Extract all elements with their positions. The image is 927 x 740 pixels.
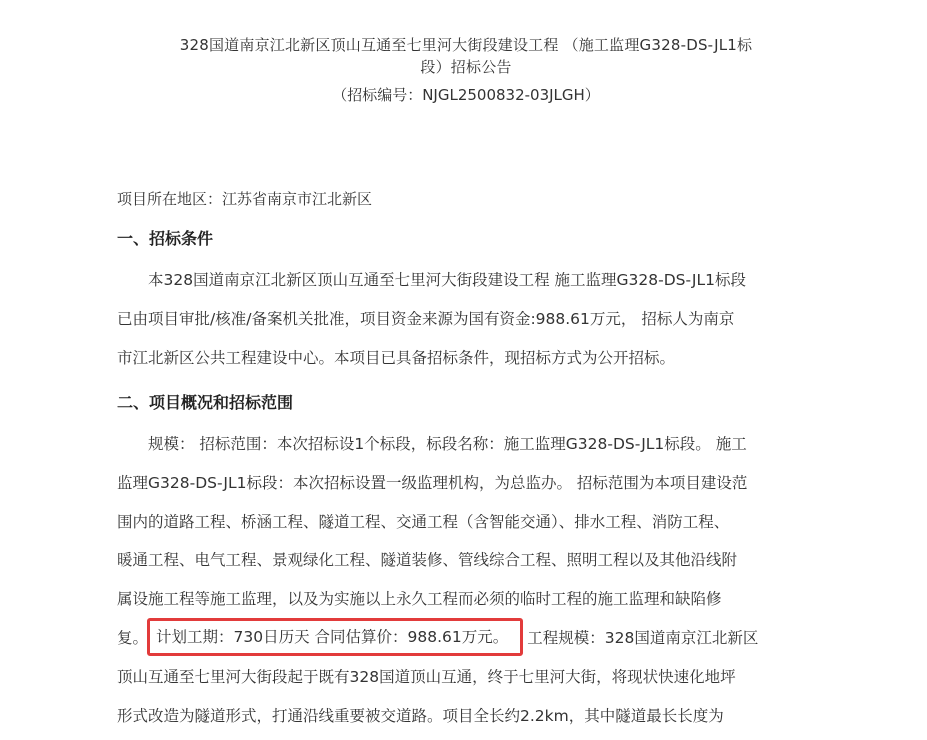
paragraph-line: 属设施工程等施工监理，以及为实施以上永久工程而必须的临时工程的施工监理和缺陷修 <box>117 590 722 609</box>
paragraph-line: 顶山互通至七里河大街段起于既有328国道顶山互通，终于七里河大街，将现状快速化地坪 <box>117 667 736 686</box>
paragraph-line: 已由项目审批/核准/备案机关批准，项目资金来源为国有资金:988.61万元， 招标人为南京 <box>117 309 735 328</box>
project-location: 项目所在地区：江苏省南京市江北新区 <box>117 190 373 208</box>
title-line-2: 段）招标公告 <box>420 58 512 76</box>
line-end-text: 工程规模：328国道南京江北新区 <box>527 628 759 647</box>
bid-number: （招标编号：NJGL2500832-03JLGH） <box>332 86 600 104</box>
paragraph-line: 形式改造为隧道形式，打通沿线重要被交道路。项目全长约2.2km，其中隧道最长长度为 <box>117 706 724 725</box>
paragraph-line: 本328国道南京江北新区顶山互通至七里河大街段建设工程 施工监理G328-DS-JL1标段 <box>148 271 747 289</box>
title-line-1: 328国道南京江北新区顶山互通至七里河大街段建设工程 （施工监理G328-DS-JL1标 <box>179 36 753 54</box>
announcement-title <box>110 34 822 78</box>
paragraph-line: 围内的道路工程、桥涵工程、隧道工程、交通工程（含智能交通）、排水工程、消防工程、 <box>117 512 730 531</box>
paragraph-line: 暖通工程、电气工程、景观绿化工程、隧道装修、管线综合工程、照明工程以及其他沿线附 <box>117 551 738 570</box>
line-start-text: 复。 <box>117 628 149 647</box>
highlighted-duration-and-price: 计划工期：730日历天 合同估算价：988.61万元。 <box>147 618 523 656</box>
paragraph-line-highlighted <box>117 624 817 663</box>
bidding-conditions-paragraph <box>117 266 817 382</box>
paragraph-line: 规模： 招标范围：本次招标设1个标段，标段名称：施工监理G328-DS-JL1标段。 施工 <box>148 435 747 453</box>
section-heading-bidding-conditions: 一、招标条件 <box>117 229 214 248</box>
project-overview-paragraph <box>117 430 817 740</box>
paragraph-line: 市江北新区公共工程建设中心。本项目已具备招标条件，现招标方式为公开招标。 <box>117 348 676 367</box>
paragraph-line: 监理G328-DS-JL1标段：本次招标设置一级监理机构，为总监办。 招标范围为本项目建设范 <box>117 473 748 492</box>
section-heading-project-overview: 二、项目概况和招标范围 <box>117 393 294 412</box>
